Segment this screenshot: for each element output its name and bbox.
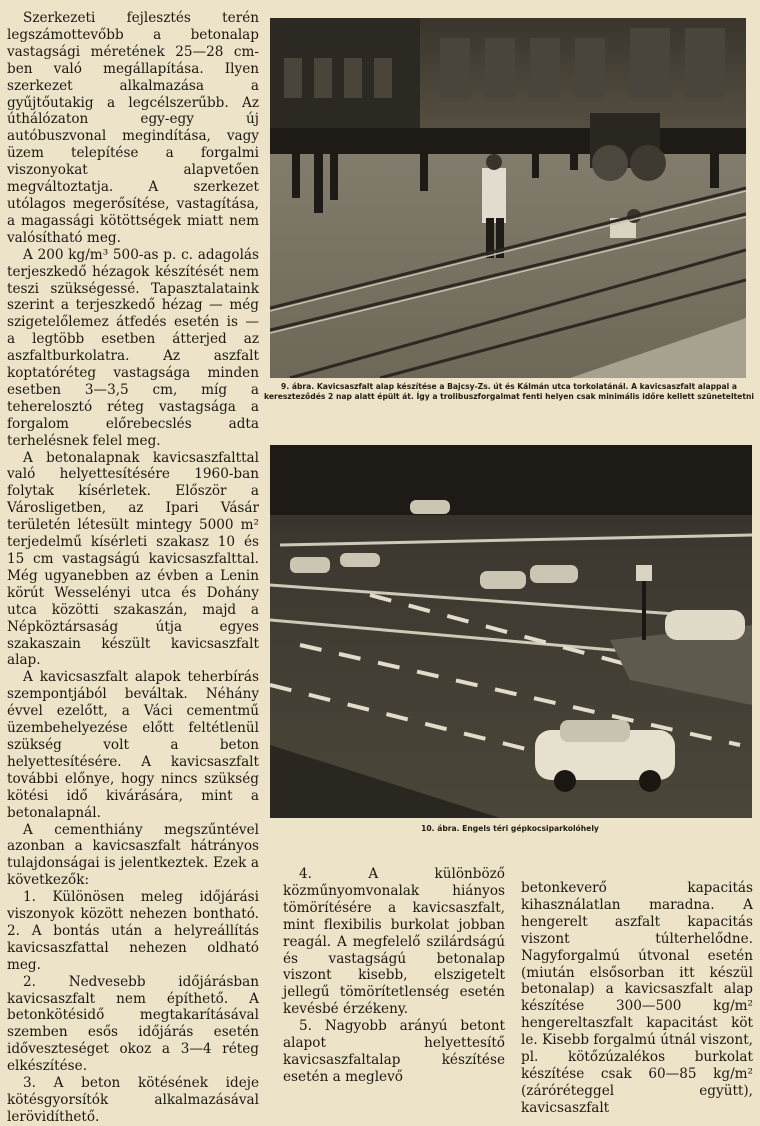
- figure-10-photo: [270, 445, 752, 818]
- paragraph: Szerkezeti fejlesztés terén legszámottevőbb a betonalap vastagsági méretének 25—28 cm-ben való megállapítása. Ilyen szerkezet alkalmazása a gyűjtőutakig a legcélszerűbb. Az úthálózaton egy-egy új autóbuszvonal megindítása, vagy üzem telepítése a forgalmi viszonyokat alapvetően megváltoztatja. A szerkezet utólagos megerősítése, vastagítása, a magassági kötöttségek miatt nem valósítható meg.: [7, 10, 259, 246]
- paragraph: 1. Különösen meleg időjárási viszonyok között nehezen bontható. 2. A bontás után a helyreállítás kavicsaszfattal nehezen oldható meg.: [7, 889, 259, 973]
- bottom-right-text-column: [521, 880, 753, 1117]
- figure-9-photo: [270, 18, 746, 378]
- paragraph: 5. Nagyobb arányú betont alapot helyettesítő kavicsaszfaltalap készítése esetén a meglevő: [283, 1018, 505, 1085]
- paragraph: A kavicsaszfalt alapok teherbírás szempontjából beváltak. Néhány évvel ezelőtt, a Váci cementmű üzembehelyezése előtt feltétlenül szükség volt a beton helyettesítésére. A kavicsaszfalt további előnye, hogy nincs szükség kötési idő kivárására, mint a betonalapnál.: [7, 669, 259, 821]
- paragraph: 2. Nedvesebb időjárásban kavicsaszfalt nem építhető. A betonkötésidő megtakarításával szemben esős időjárás esetén időveszteséget okoz a 3—4 réteg elkészítése.: [7, 973, 259, 1075]
- paragraph: betonkeverő kapacitás kihasználatlan maradna. A hengerelt aszfalt kapacitás viszont túlterhelődne. Nagyforgalmú útvonal esetén (miután elsősorban itt készül betonalap) a kavicsaszfalt alap készítése 300—500 kg/m² hengereltaszfalt kapacitást köt le. Kisebb forgalmú útnál viszont, pl. kötőzúzalékos burkolat készítése csak 60—85 kg/m² (záróréteggel együtt), kavicsaszfalt: [521, 880, 753, 1116]
- paragraph: 4. A különböző közműnyomvonalak hiányos tömörítésére a kavicsaszfalt, mint flexibilis burkolat jobban reagál. A megfelelő szilárdságú és vastagságú betonalap viszont kisebb, elszigetelt jellegű tömörítetlenség esetén kevésbé érzékeny.: [283, 866, 505, 1018]
- figure-10-caption: 10. ábra. Engels téri gépkocsiparkolóhely: [421, 824, 599, 833]
- paragraph: 3. A beton kötésének ideje kötésgyorsítók alkalmazásával lerövidíthető.: [7, 1075, 259, 1125]
- paragraph: A 200 kg/m³ 500-as p. c. adagolás terjeszkedő hézagok készítését nem teszi szükségessé. Tapasztalataink szerint a terjeszkedő hézag — még szigetelőlemez átfedés esetén is — a legtöbb esetben átterjed az aszfaltburkolatra. Az aszfalt koptatóréteg vastagsága minden esetben 3—3,5 cm, míg a teherelosztó réteg vastagsága a forgalom előrebecslés adta terhelésnek felel meg.: [7, 246, 259, 449]
- paragraph: A cementhiány megszűntével azonban a kavicsaszfalt hátrányos tulajdonságai is jelentkeztek. Ezek a következők:: [7, 821, 259, 889]
- bottom-middle-text-column: [283, 866, 505, 1086]
- left-text-column: [7, 10, 259, 1126]
- figure-9-caption: 9. ábra. Kavicsaszfalt alap készítése a Bajcsy-Zs. út és Kálmán utca torkolatánál. A kavicsaszfalt alappal a kereszteződés 2 nap alatt épült át. Így a trolibuszforgalmat fenti helyen csak minimális időre kellett szüneteltetni: [264, 382, 754, 401]
- paragraph: A betonalapnak kavicsaszfalttal való helyettesítésére 1960-ban folytak kísérletek. Először a Városligetben, az Ipari Vásár területén létesült mintegy 5000 m² terjedelmű kísérleti szakasz 10 és 15 cm vastagságú kavicsaszfalttal. Még ugyanebben az évben a Lenin körút Wesselényi utca és Dohány utca közötti szakaszán, majd a Népköztársaság útja egyes szakaszain készült kavicsaszfalt alap.: [7, 449, 259, 669]
